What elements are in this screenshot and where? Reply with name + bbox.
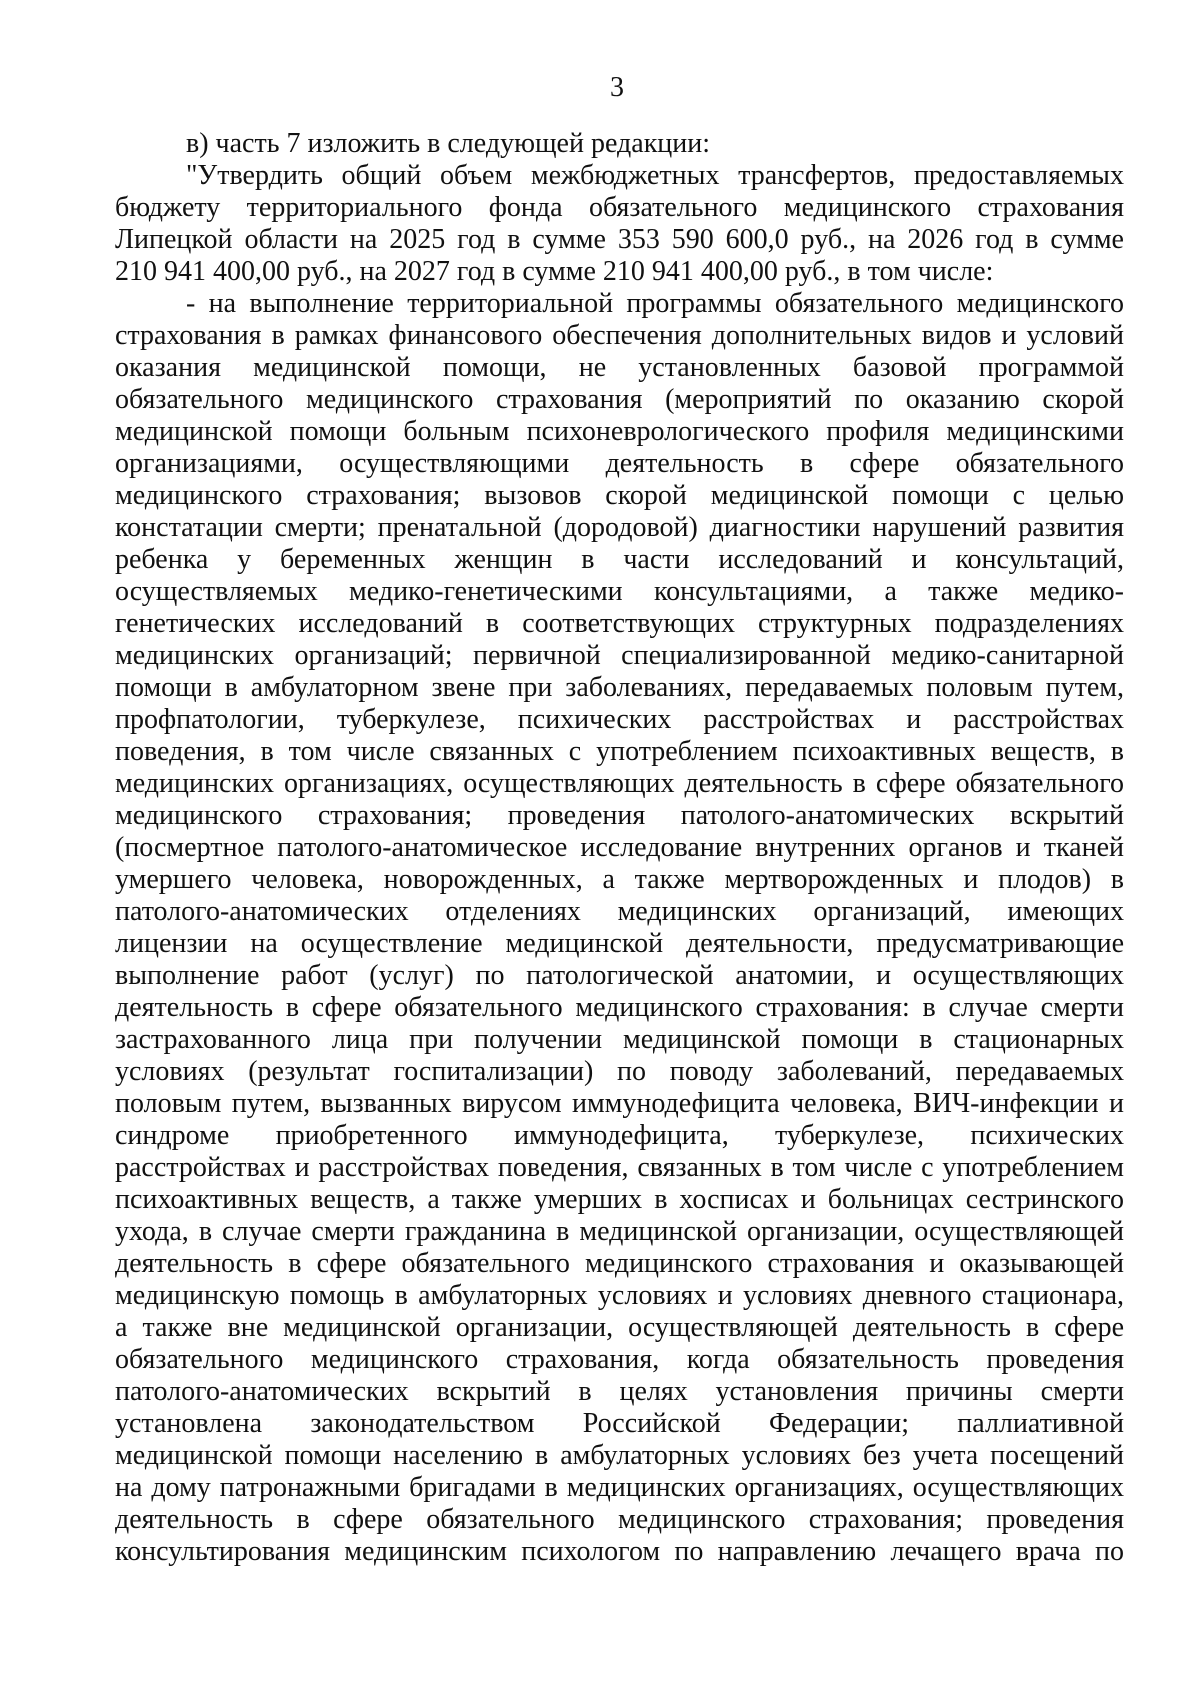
document-body <box>115 128 1124 1568</box>
text-line: страхования в рамках финансового обеспечения дополнительных видов и условий <box>115 320 1124 351</box>
text-line: бюджету территориального фонда обязательного медицинского страхования <box>115 192 1124 223</box>
text-line: деятельность в сфере обязательного медицинского страхования; проведения <box>115 1504 1124 1535</box>
text-line: осуществляемых медико-генетическими консультациями, а также медико- <box>115 576 1124 607</box>
text-line: выполнение работ (услуг) по патологической анатомии, и осуществляющих <box>115 960 1124 991</box>
text-line: медицинского страхования; проведения патолого-анатомических вскрытий <box>115 800 1124 831</box>
text-line: условиях (результат госпитализации) по поводу заболеваний, передаваемых <box>115 1056 1124 1087</box>
text-line: медицинских организаций; первичной специализированной медико-санитарной <box>115 640 1124 671</box>
text-line: лицензии на осуществление медицинской деятельности, предусматривающие <box>115 928 1124 959</box>
text-line: медицинских организациях, осуществляющих деятельность в сфере обязательного <box>115 768 1124 799</box>
text-line: а также вне медицинской организации, осуществляющей деятельность в сфере <box>115 1312 1124 1343</box>
text-line: половым путем, вызванных вирусом иммунодефицита человека, ВИЧ-инфекции и <box>115 1088 1124 1119</box>
text-line: 210 941 400,00 руб., на 2027 год в сумме 210 941 400,00 руб., в том числе: <box>115 256 994 287</box>
text-line: оказания медицинской помощи, не установленных базовой программой <box>115 352 1124 383</box>
text-line: организациями, осуществляющими деятельность в сфере обязательного <box>115 448 1124 479</box>
text-line: деятельность в сфере обязательного медицинского страхования: в случае смерти <box>115 992 1124 1023</box>
text-line: установлена законодательством Российской Федерации; паллиативной <box>115 1408 1124 1439</box>
text-line: ребенка у беременных женщин в части исследований и консультаций, <box>115 544 1124 575</box>
text-line: в) часть 7 изложить в следующей редакции: <box>186 128 711 159</box>
text-line: на дому патронажными бригадами в медицинских организациях, осуществляющих <box>115 1472 1124 1503</box>
text-line: застрахованного лица при получении медицинской помощи в стационарных <box>115 1024 1124 1055</box>
text-line: медицинской помощи больным психоневрологического профиля медицинскими <box>115 416 1124 447</box>
text-line: патолого-анатомических вскрытий в целях установления причины смерти <box>115 1376 1124 1407</box>
text-line: патолого-анатомических отделениях медицинских организаций, имеющих <box>115 896 1124 927</box>
text-line: обязательного медицинского страхования, когда обязательность проведения <box>115 1344 1124 1375</box>
page-number: 3 <box>610 72 624 103</box>
text-line: генетических исследований в соответствующих структурных подразделениях <box>115 608 1124 639</box>
text-line: "Утвердить общий объем межбюджетных трансфертов, предоставляемых <box>186 160 1124 191</box>
text-line: профпатологии, туберкулезе, психических расстройствах и расстройствах <box>115 704 1124 735</box>
text-line: Липецкой области на 2025 год в сумме 353 590 600,0 руб., на 2026 год в сумме <box>115 224 1124 255</box>
text-line: (посмертное патолого-анатомическое исследование внутренних органов и тканей <box>115 832 1124 863</box>
text-line: деятельность в сфере обязательного медицинского страхования и оказывающей <box>115 1248 1124 1279</box>
text-line: консультирования медицинским психологом по направлению лечащего врача по <box>115 1536 1124 1567</box>
text-line: умершего человека, новорожденных, а также мертворожденных и плодов) в <box>115 864 1124 895</box>
text-line: ухода, в случае смерти гражданина в медицинской организации, осуществляющей <box>115 1216 1124 1247</box>
text-line: медицинской помощи населению в амбулаторных условиях без учета посещений <box>115 1440 1124 1471</box>
text-line: психоактивных веществ, а также умерших в хосписах и больницах сестринского <box>115 1184 1124 1215</box>
text-line: констатации смерти; пренатальной (дородовой) диагностики нарушений развития <box>115 512 1124 543</box>
text-line: помощи в амбулаторном звене при заболеваниях, передаваемых половым путем, <box>115 672 1124 703</box>
text-line: расстройствах и расстройствах поведения, связанных в том числе с употреблением <box>115 1152 1124 1183</box>
text-line: - на выполнение территориальной программы обязательного медицинского <box>186 288 1124 319</box>
text-line: обязательного медицинского страхования (мероприятий по оказанию скорой <box>115 384 1124 415</box>
text-line: синдроме приобретенного иммунодефицита, туберкулезе, психических <box>115 1120 1124 1151</box>
text-line: медицинского страхования; вызовов скорой медицинской помощи с целью <box>115 480 1124 511</box>
text-line: поведения, в том числе связанных с употреблением психоактивных веществ, в <box>115 736 1124 767</box>
text-line: медицинскую помощь в амбулаторных условиях и условиях дневного стационара, <box>115 1280 1124 1311</box>
